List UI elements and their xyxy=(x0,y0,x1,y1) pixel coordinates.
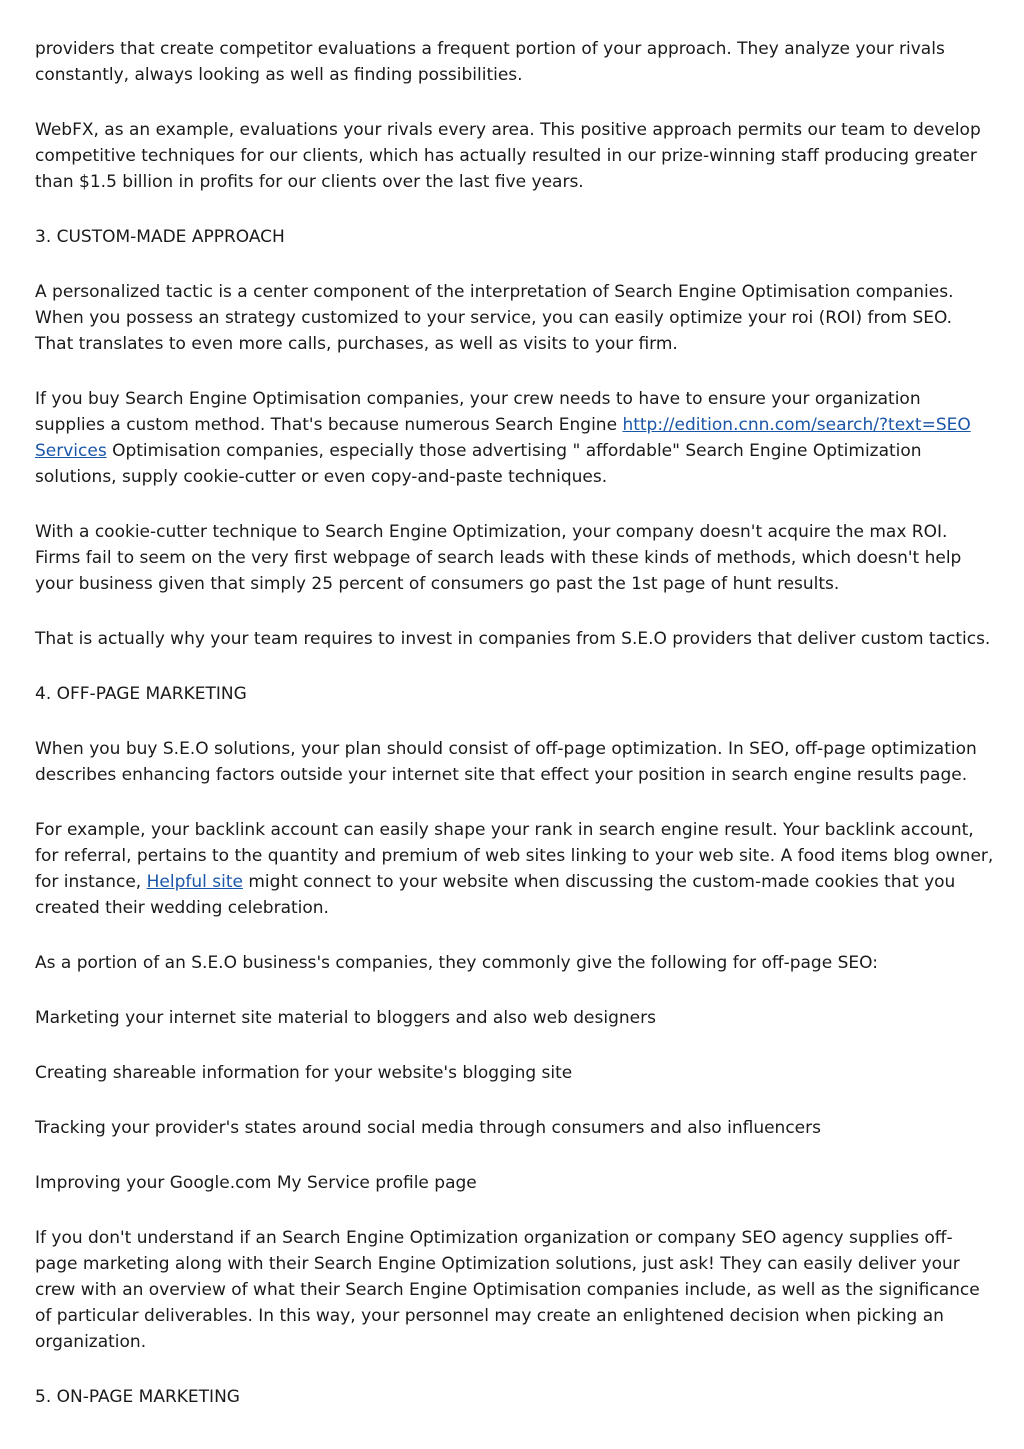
paragraph-backlink-text-end: might connect to your website when discussing the custom-made cookies that you created their wedding celebration. xyxy=(35,872,956,918)
paragraph-invest-custom-tactics: That is actually why your team requires to invest in companies from S.E.O providers that deliver custom tactics. xyxy=(35,629,991,649)
list-item: Marketing your internet site material to bloggers and also web designers xyxy=(35,1008,656,1028)
paragraph-backlink-account xyxy=(35,817,995,921)
paragraph-off-page-services-intro: As a portion of an S.E.O business's companies, they commonly give the following for off-page SEO: xyxy=(35,953,878,973)
section-heading-on-page: 5. ON-PAGE MARKETING xyxy=(35,1387,240,1407)
paragraph-just-ask: If you don't understand if an Search Engine Optimization organization or company SEO agency supplies off-page marketing along with their Search Engine Optimization solutions, just ask! They can easily deliver your crew with an overview of what their Search Engine Optimisation companies include, as well as the significance of particular deliverables. In this way, your personnel may create an enlightened decision when picking an organization. xyxy=(35,1228,980,1352)
list-item: Tracking your provider's states around social media through consumers and also influencers xyxy=(35,1118,821,1138)
section-heading-custom-approach: 3. CUSTOM-MADE APPROACH xyxy=(35,227,285,247)
list-item: Creating shareable information for your website's blogging site xyxy=(35,1063,573,1083)
section-heading-off-page: 4. OFF-PAGE MARKETING xyxy=(35,684,247,704)
paragraph-custom-method xyxy=(35,386,995,490)
document-body xyxy=(35,36,995,1439)
cnn-search-link[interactable]: http://edition.cnn.com/search/?text=SEO Services xyxy=(35,415,971,461)
paragraph-backlink-text-start: For example, your backlink account can easily shape your rank in search engine result. Your backlink account, for referral, pertains to the quantity and premium of web sites linking to your web site. A food items blog owner, for instance, xyxy=(35,820,994,892)
paragraph-custom-method-text-end: Optimisation companies, especially those advertising " affordable" Search Engine Optimization solutions, supply cookie-cutter or even copy-and-paste techniques. xyxy=(35,441,922,487)
paragraph-webfx-example: WebFX, as an example, evaluations your rivals every area. This positive approach permits our team to develop competitive techniques for our clients, which has actually resulted in our prize-winning staff producing greater than $1.5 billion in profits for our clients over the last five years. xyxy=(35,120,981,192)
paragraph-custom-method-text-start: If you buy Search Engine Optimisation companies, your crew needs to have to ensure your organization supplies a custom method. That's because numerous Search Engine xyxy=(35,389,921,435)
paragraph-personalized-tactic: A personalized tactic is a center component of the interpretation of Search Engine Optimisation companies. When you possess an strategy customized to your service, you can easily optimize your roi (ROI) from SEO. That translates to even more calls, purchases, as well as visits to your firm. xyxy=(35,282,954,354)
paragraph-competitor-evaluations: providers that create competitor evaluations a frequent portion of your approach. They analyze your rivals constantly, always looking as well as finding possibilities. xyxy=(35,39,945,85)
paragraph-cookie-cutter: With a cookie-cutter technique to Search Engine Optimization, your company doesn't acquire the max ROI. Firms fail to seem on the very first webpage of search leads with these kinds of methods, which doesn't help your business given that simply 25 percent of consumers go past the 1st page of hunt results. xyxy=(35,522,962,594)
paragraph-off-page-optimization: When you buy S.E.O solutions, your plan should consist of off-page optimization. In SEO, off-page optimization describes enhancing factors outside your internet site that effect your position in search engine results page. xyxy=(35,739,977,785)
list-item: Improving your Google.com My Service profile page xyxy=(35,1173,477,1193)
helpful-site-link[interactable]: Helpful site xyxy=(146,872,243,892)
